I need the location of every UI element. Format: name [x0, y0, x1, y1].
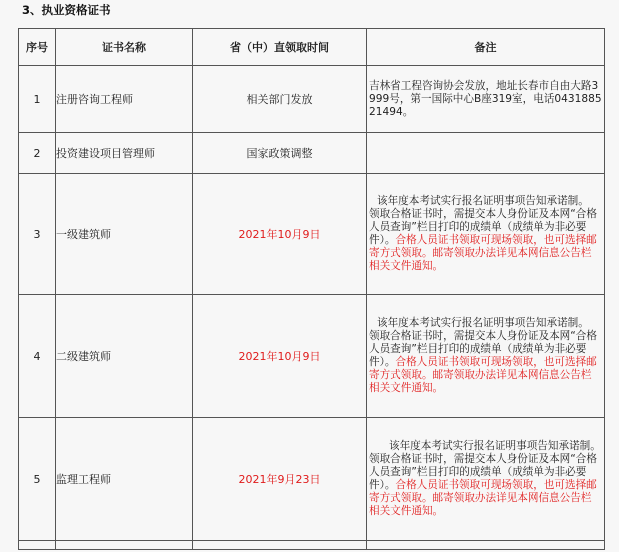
- note-red: 合格人员证书领取可现场领取，也可选择邮寄方式领取。邮寄领取办法详见本网信息公告栏相关文件通知。: [369, 479, 597, 517]
- table-row: [19, 66, 605, 133]
- table-row: [19, 418, 605, 541]
- row-no: 1: [19, 66, 56, 133]
- note-red: 合格人员证书领取可现场领取，也可选择邮寄方式领取。邮寄领取办法详见本网信息公告栏相关文件通知。: [369, 234, 597, 272]
- note-plain: 该年度本考试实行报名证明事项告知承诺制。 领取合格证书时，需提交本人身份证及本网“合格人员查询”栏目打印的成绩单（成绩单为非必要件）。: [369, 317, 597, 368]
- row-name: 二级建筑师: [56, 295, 193, 418]
- row-name: 一级建筑师: [56, 174, 193, 295]
- row-time: 国家政策调整: [193, 133, 367, 174]
- row-no: 3: [19, 174, 56, 295]
- row-no: 4: [19, 295, 56, 418]
- note-plain: 吉林省工程咨询协会发放，地址长春市自由大路3999号，第一国际中心B座319室，电话043188521494。: [369, 79, 602, 118]
- row-time: 2021年9月23日: [193, 418, 367, 541]
- row-note: [367, 418, 605, 541]
- certificate-table: [18, 28, 605, 550]
- table-row: [19, 174, 605, 295]
- row-note: [367, 66, 605, 133]
- row-no: 2: [19, 133, 56, 174]
- row-name: 投资建设项目管理师: [56, 133, 193, 174]
- header-time: 省（中）直领取时间: [193, 29, 367, 66]
- note-plain: 该年度本考试实行报名证明事项告知承诺制。 领取合格证书时，需提交本人身份证及本网“合格人员查询”栏目打印的成绩单（成绩单为非必要件）。: [369, 440, 601, 491]
- row-note: [367, 174, 605, 295]
- row-time: 相关部门发放: [193, 66, 367, 133]
- row-no: 5: [19, 418, 56, 541]
- table-header-row: [19, 29, 605, 66]
- row-time: 2021年10月9日: [193, 174, 367, 295]
- header-no: 序号: [19, 29, 56, 66]
- header-note: 备注: [367, 29, 605, 66]
- note-plain: 该年度本考试实行报名证明事项告知承诺制。 领取合格证书时，需提交本人身份证及本网“合格人员查询”栏目打印的成绩单（成绩单为非必要件）。: [369, 195, 597, 246]
- section-title: 3、执业资格证书: [22, 3, 111, 17]
- note-red: 合格人员证书领取可现场领取，也可选择邮寄方式领取。邮寄领取办法详见本网信息公告栏相关文件通知。: [369, 356, 597, 394]
- table-row: [19, 133, 605, 174]
- header-name: 证书名称: [56, 29, 193, 66]
- row-name: 注册咨询工程师: [56, 66, 193, 133]
- table-row: [19, 541, 605, 550]
- table-row: [19, 295, 605, 418]
- row-note: [367, 295, 605, 418]
- row-name: 监理工程师: [56, 418, 193, 541]
- row-time: 2021年10月9日: [193, 295, 367, 418]
- row-note: [367, 133, 605, 174]
